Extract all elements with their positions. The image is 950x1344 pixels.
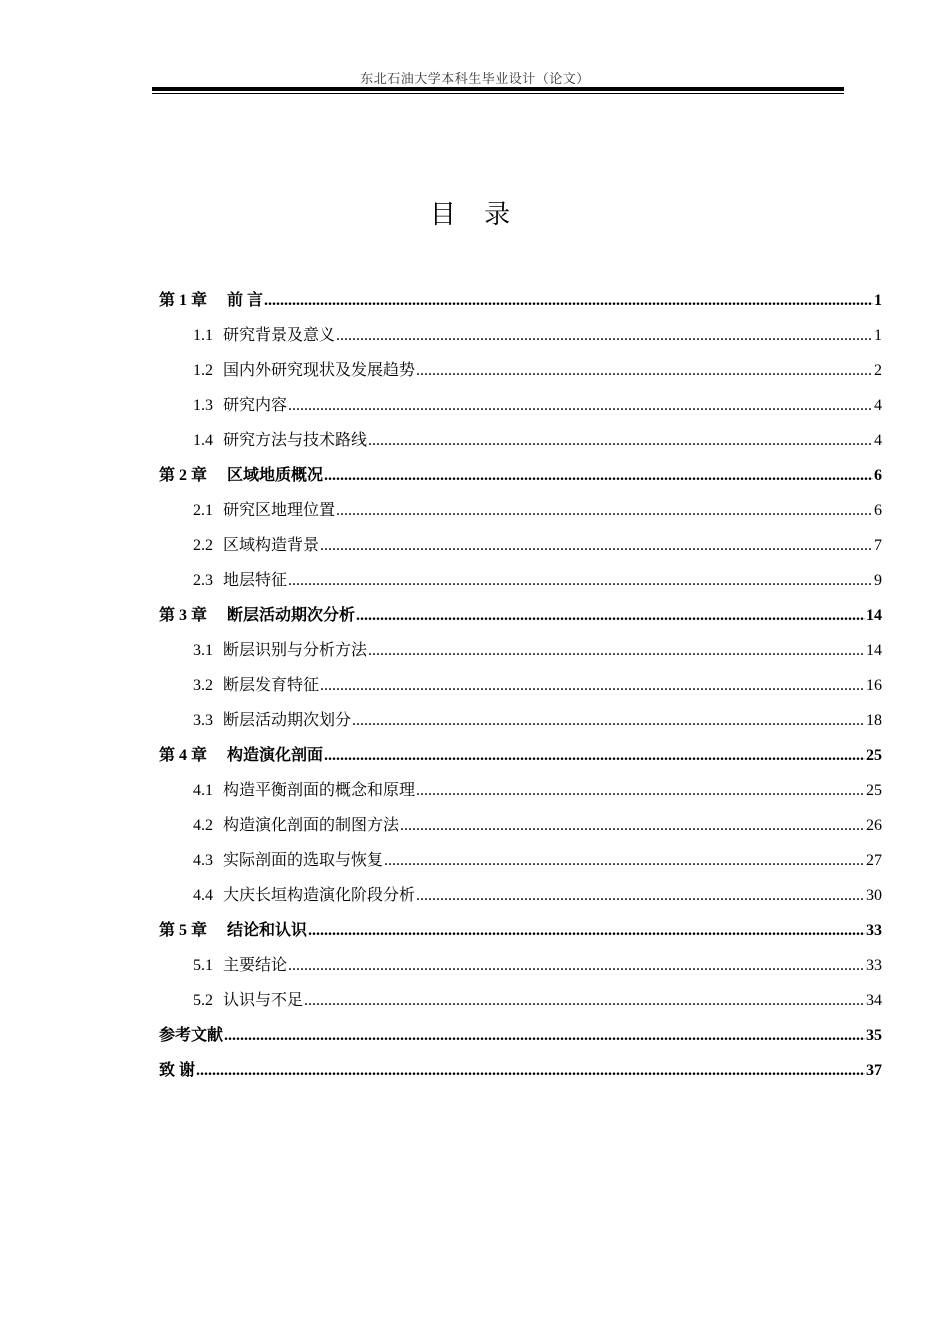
toc-entry-title: 区域构造背景 [223,537,320,554]
toc-section-entry[interactable] [159,987,882,1022]
toc-entry-title: 断层活动期次分析 [227,607,356,624]
toc-entry-number: 第 4 章 [159,747,208,764]
header-rule-thick [152,87,844,91]
toc-entry-number: 第 2 章 [159,467,208,484]
toc-entry-title: 研究内容 [223,397,288,414]
toc-entry-number: 3.2 [193,677,213,694]
toc-section-entry[interactable] [159,497,882,532]
toc-entry-number: 3.3 [193,712,213,729]
toc-dot-leader [308,922,865,940]
toc-entry-title: 地层特征 [223,572,288,589]
toc-dot-leader [336,502,873,520]
toc-chapter-entry[interactable] [159,602,882,637]
toc-entry-page: 4 [874,432,882,449]
table-of-contents [159,287,882,1092]
toc-entry-page: 2 [874,362,882,379]
toc-chapter-entry[interactable] [159,287,882,322]
toc-entry-page: 18 [866,712,882,729]
toc-section-entry[interactable] [159,812,882,847]
toc-entry-number: 2.1 [193,502,213,519]
toc-entry-page: 16 [866,677,882,694]
toc-entry-page: 27 [866,852,882,869]
toc-entry-number: 4.3 [193,852,213,869]
toc-entry-title: 断层识别与分析方法 [223,642,368,659]
toc-entry-page: 4 [874,397,882,414]
toc-entry-title: 前 言 [227,292,264,309]
toc-entry-title: 结论和认识 [227,922,308,939]
toc-entry-page: 33 [866,922,882,939]
toc-entry-page: 14 [866,642,882,659]
toc-dot-leader [352,712,865,730]
toc-entry-title: 断层发育特征 [223,677,320,694]
toc-dot-leader [288,397,873,415]
toc-entry-title: 研究方法与技术路线 [223,432,368,449]
page-header: 东北石油大学本科生毕业设计（论文） [360,71,590,86]
toc-entry-page: 14 [866,607,882,624]
toc-dot-leader [368,432,873,450]
toc-entry-number: 5.1 [193,957,213,974]
toc-section-entry[interactable] [159,672,882,707]
toc-section-entry[interactable] [159,532,882,567]
toc-entry-page: 35 [866,1027,882,1044]
toc-entry-title: 致 谢 [159,1062,196,1079]
toc-entry-title: 构造演化剖面的制图方法 [223,817,400,834]
toc-dot-leader [416,362,873,380]
toc-dot-leader [320,537,873,555]
toc-dot-leader [416,782,865,800]
toc-chapter-entry[interactable] [159,1057,882,1092]
toc-entry-title: 国内外研究现状及发展趋势 [223,362,416,379]
toc-section-entry[interactable] [159,882,882,917]
toc-entry-number: 4.1 [193,782,213,799]
toc-entry-page: 7 [874,537,882,554]
toc-dot-leader [336,327,873,345]
toc-entry-number: 5.2 [193,992,213,1009]
toc-chapter-entry[interactable] [159,462,882,497]
toc-entry-number: 1.4 [193,432,213,449]
toc-entry-number: 4.2 [193,817,213,834]
toc-section-entry[interactable] [159,322,882,357]
toc-entry-title: 断层活动期次划分 [223,712,352,729]
toc-entry-number: 第 3 章 [159,607,208,624]
toc-entry-title: 研究背景及意义 [223,327,336,344]
toc-entry-title: 构造平衡剖面的概念和原理 [223,782,416,799]
toc-entry-page: 37 [866,1062,882,1079]
toc-section-entry[interactable] [159,567,882,602]
toc-entry-title: 主要结论 [223,957,288,974]
toc-dot-leader [288,572,873,590]
toc-entry-number: 1.1 [193,327,213,344]
toc-entry-page: 30 [866,887,882,904]
toc-chapter-entry[interactable] [159,1022,882,1057]
toc-chapter-entry[interactable] [159,917,882,952]
toc-dot-leader [400,817,865,835]
toc-entry-page: 33 [866,957,882,974]
toc-dot-leader [356,607,865,625]
toc-dot-leader [416,887,865,905]
toc-dot-leader [224,1027,865,1045]
toc-section-entry[interactable] [159,777,882,812]
toc-entry-title: 构造演化剖面 [227,747,324,764]
toc-entry-page: 9 [874,572,882,589]
toc-entry-page: 25 [866,782,882,799]
toc-entry-number: 2.2 [193,537,213,554]
toc-entry-page: 1 [874,292,882,309]
toc-entry-number: 4.4 [193,887,213,904]
toc-section-entry[interactable] [159,847,882,882]
toc-dot-leader [264,292,873,310]
toc-entry-number: 第 5 章 [159,922,208,939]
toc-entry-title: 研究区地理位置 [223,502,336,519]
toc-section-entry[interactable] [159,392,882,427]
toc-entry-page: 6 [874,467,882,484]
toc-title: 目 录 [429,200,521,230]
toc-entry-page: 1 [874,327,882,344]
toc-dot-leader [288,957,865,975]
toc-dot-leader [324,467,873,485]
toc-dot-leader [384,852,865,870]
toc-section-entry[interactable] [159,427,882,462]
toc-entry-page: 26 [866,817,882,834]
toc-dot-leader [304,992,865,1010]
toc-entry-number: 1.3 [193,397,213,414]
toc-chapter-entry[interactable] [159,742,882,777]
toc-section-entry[interactable] [159,357,882,392]
toc-entry-title: 参考文献 [159,1027,224,1044]
header-rule-thin [152,93,844,94]
toc-entry-number: 1.2 [193,362,213,379]
toc-dot-leader [196,1062,865,1080]
toc-entry-title: 认识与不足 [223,992,304,1009]
toc-entry-title: 实际剖面的选取与恢复 [223,852,384,869]
toc-section-entry[interactable] [159,952,882,987]
toc-entry-title: 区域地质概况 [227,467,324,484]
toc-entry-number: 第 1 章 [159,292,208,309]
toc-entry-title: 大庆长垣构造演化阶段分析 [223,887,416,904]
toc-entry-page: 25 [866,747,882,764]
toc-dot-leader [368,642,865,660]
toc-section-entry[interactable] [159,637,882,672]
toc-entry-page: 34 [866,992,882,1009]
toc-entry-number: 2.3 [193,572,213,589]
toc-entry-page: 6 [874,502,882,519]
toc-dot-leader [324,747,865,765]
toc-entry-number: 3.1 [193,642,213,659]
toc-section-entry[interactable] [159,707,882,742]
toc-dot-leader [320,677,865,695]
